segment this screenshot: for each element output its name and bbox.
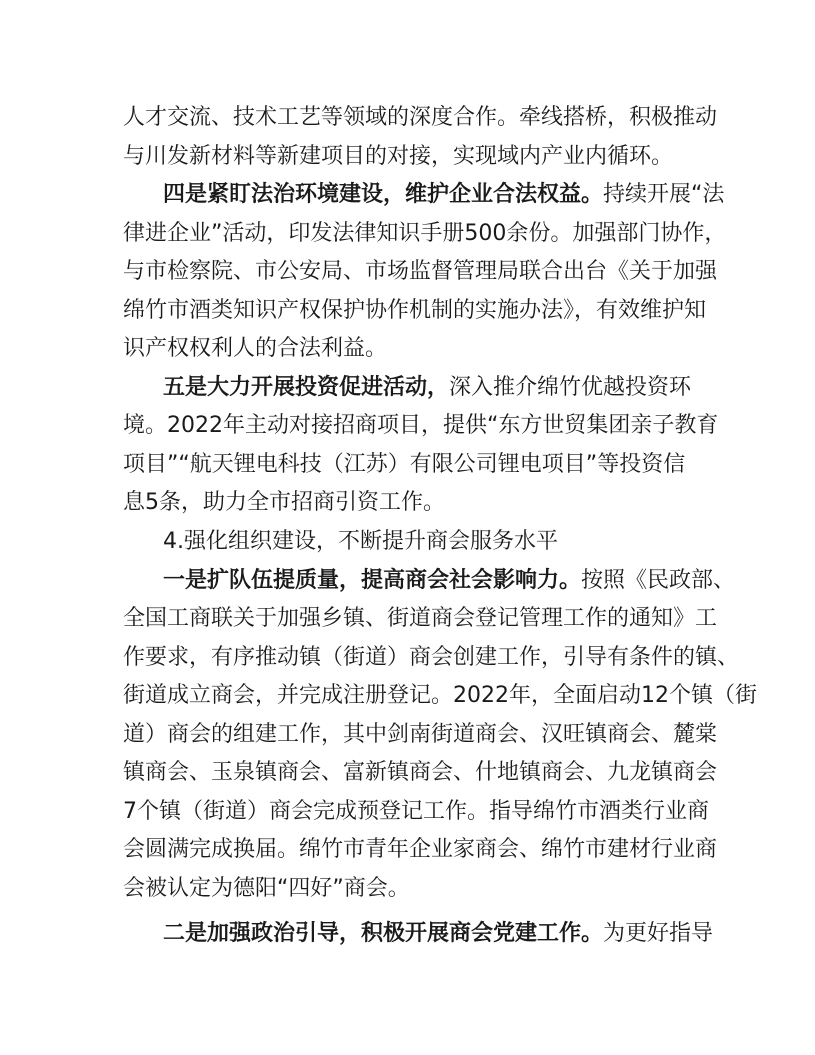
- paragraph-text: 为更好指导: [603, 921, 714, 946]
- text-line: 息5条，助力全市招商引资工作。: [123, 490, 445, 515]
- paragraph-text: 深入推介绵竹优越投资环: [449, 375, 692, 400]
- paragraph-first-line: [163, 566, 735, 596]
- section-heading: 4.强化组织建设，不断提升商会服务水平: [163, 529, 558, 554]
- paragraph-first-line: [163, 919, 713, 949]
- text-line: 与市检察院、市公安局、市场监督管理局联合出台《关于加强: [123, 259, 718, 284]
- paragraph-lead: 五是大力开展投资促进活动，: [163, 375, 450, 400]
- text-line: 镇商会、玉泉镇商会、富新镇商会、什地镇商会、九龙镇商会: [123, 760, 718, 785]
- paragraph-lead: 二是加强政治引导，积极开展商会党建工作。: [163, 921, 604, 946]
- paragraph-text: 持续开展“法: [603, 182, 725, 207]
- text-line: 全国工商联关于加强乡镇、街道商会登记管理工作的通知》工: [123, 606, 718, 631]
- text-line: 作要求，有序推动镇（街道）商会创建工作，引导有条件的镇、: [123, 645, 740, 670]
- text-line: 律进企业”活动，印发法律知识手册500余份。加强部门协作，: [123, 221, 727, 246]
- paragraph-first-line: [163, 373, 691, 403]
- text-line: 项目”“航天锂电科技（江苏）有限公司锂电项目”等投资信: [123, 452, 686, 477]
- text-line: 与川发新材料等新建项目的对接，实现域内产业内循环。: [123, 144, 674, 169]
- text-line: 识产权权利人的合法利益。: [123, 336, 388, 361]
- text-line: 境。2022年主动对接招商项目，提供“东方世贸集团亲子教育: [123, 413, 719, 438]
- text-line: 会被认定为德阳“四好”商会。: [123, 876, 410, 901]
- text-line: 街道成立商会，并完成注册登记。2022年，全面启动12个镇（街: [123, 683, 757, 708]
- paragraph-lead: 一是扩队伍提质量，提高商会社会影响力。: [163, 568, 582, 593]
- text-line: 人才交流、技术工艺等领域的深度合作。牵线搭桥，积极推动: [123, 105, 718, 130]
- paragraph-text: 按照《民政部、: [581, 568, 736, 593]
- text-line: 7个镇（街道）商会完成预登记工作。指导绵竹市酒类行业商: [123, 799, 709, 824]
- paragraph-lead: 四是紧盯法治环境建设，维护企业合法权益。: [163, 182, 604, 207]
- text-line: 绵竹市酒类知识产权保护协作机制的实施办法》，有效维护知: [123, 298, 707, 323]
- text-line: 道）商会的组建工作，其中剑南街道商会、汉旺镇商会、麓棠: [123, 722, 718, 747]
- text-line: 会圆满完成换届。绵竹市青年企业家商会、绵竹市建材行业商: [123, 837, 718, 862]
- paragraph-first-line: [163, 180, 724, 210]
